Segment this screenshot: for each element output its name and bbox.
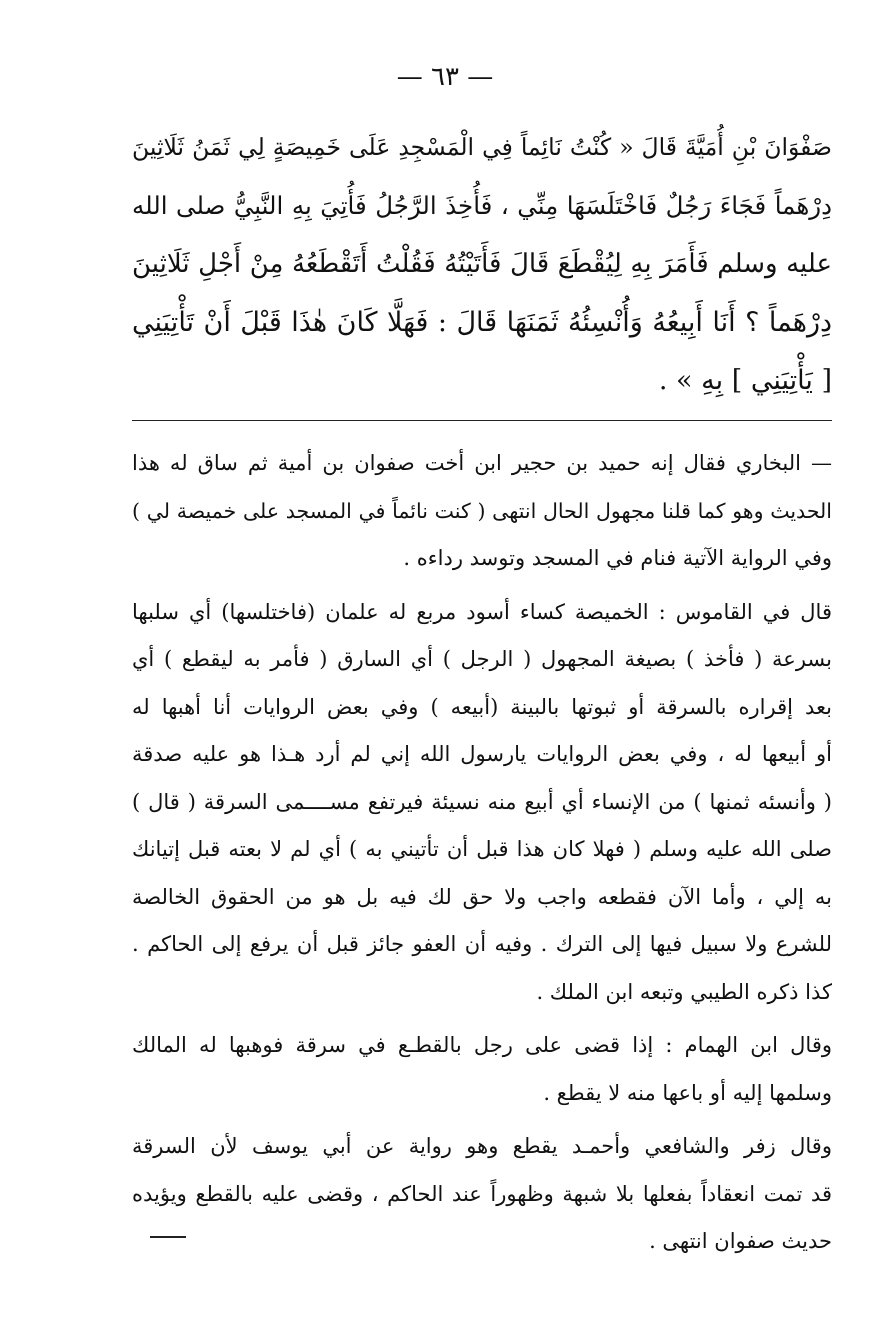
commentary-line: وقال ابن الهمام : إذا قضى على رجل بالقطـع في سرقة فوهبها له المالك [132, 1033, 832, 1057]
hadith-line: صَفْوَانَ بْنِ أُمَيَّةَ قَالَ « كُنْتُ نَائِماً فِي الْمَسْجِدِ عَلَى خَمِيصَةٍ لِي ثَمَنُ ثَلَاثِينَ [132, 133, 832, 161]
commentary-text [132, 440, 832, 1272]
page-number: — ٦٣ — [396, 62, 494, 92]
commentary-paragraph [132, 1022, 832, 1117]
commentary-line: أو أبيعها له ، وفي بعض الروايات يارسول الله إني لم أرد هـذا هو عليه صدقة [132, 742, 832, 766]
commentary-line: وفي الرواية الآتية فنام في المسجد وتوسد رداءه . [403, 546, 832, 570]
hadith-line: عليه وسلم فَأَمَرَ بِهِ لِيُقْطَعَ قَالَ فَأَتَيْتُهُ فَقُلْتُ أَتَقْطَعُهُ مِنْ أَجْلِ ثَلَاثِينَ [132, 249, 832, 279]
commentary-line: بعد إقراره بالسرقة أو ثبوتها بالبينة (أبيعه ) وفي بعض الروايات أنا أهبها له [132, 694, 832, 719]
commentary-line: — البخاري فقال إنه حميد بن حجير ابن أخت صفوان بن أمية ثم ساق له هذا [132, 451, 832, 475]
hadith-line: دِرْهَماً فَجَاءَ رَجُلٌ فَاخْتَلَسَهَا مِنِّي ، فَأُخِذَ الرَّجُلُ فَأُتِيَ بِهِ النَّبِيُّ صلى الله [132, 190, 832, 220]
commentary-line: ( وأنسئه ثمنها ) من الإنساء أي أبيع منه نسيئة فيرتفع مســــمى السرقة ( قال ) [132, 789, 832, 814]
hadith-line: دِرْهَماً ؟ أَنَا أَبِيعُهُ وَأُنْسِئُهُ ثَمَنَهَا قَالَ : فَهَلَّا كَانَ هٰذَا قَبْلَ أَنْ تَأْتِيَنِي [132, 306, 832, 338]
separator-rule [132, 420, 832, 421]
hadith-text [132, 118, 832, 411]
commentary-line: صلى الله عليه وسلم ( فهلا كان هذا قبل أن تأتيني به ) أي لم لا بعته قبل إتيانك [132, 837, 832, 861]
hadith-line: [ يَأْتِيَنِي ] بِهِ » . [658, 365, 832, 396]
commentary-line: وسلمها إليه أو باعها منه لا يقطع . [543, 1080, 832, 1105]
commentary-line: وقال زفر والشافعي وأحمـد يقطع وهو رواية عن أبي يوسف لأن السرقة [132, 1134, 832, 1158]
commentary-paragraph [132, 1123, 832, 1266]
commentary-line: قال في القاموس : الخميصة كساء أسود مربع له علمان (فاختلسها) أي سلبها [132, 599, 832, 624]
commentary-line: بسرعة ( فأخذ ) بصيغة المجهول ( الرجل ) أي السارق ( فأمر به ليقطع ) أي [132, 647, 832, 671]
commentary-line: به إلي ، وأما الآن فقطعه واجب ولا حق لك فيه بل هو من الحقوق الخالصة [132, 884, 832, 909]
commentary-line: قد تمت انعقاداً بفعلها بلا شبهة وظهوراً عند الحاكم ، وقضى عليه بالقطع ويؤيده [132, 1181, 832, 1206]
commentary-line: للشرع ولا سبيل فيها إلى الترك . وفيه أن العفو جائز قبل أن يرفع إلى الحاكم . [132, 932, 832, 956]
commentary-paragraph [132, 440, 832, 583]
commentary-line: الحديث وهو كما قلنا مجهول الحال انتهى ( كنت نائماً في المسجد على خميصة لي ) [132, 498, 832, 523]
end-dash [150, 1236, 186, 1238]
commentary-paragraph [132, 589, 832, 1017]
commentary-line: كذا ذكره الطيبي وتبعه ابن الملك . [536, 979, 832, 1004]
commentary-line: حديث صفوان انتهى . [649, 1229, 832, 1253]
